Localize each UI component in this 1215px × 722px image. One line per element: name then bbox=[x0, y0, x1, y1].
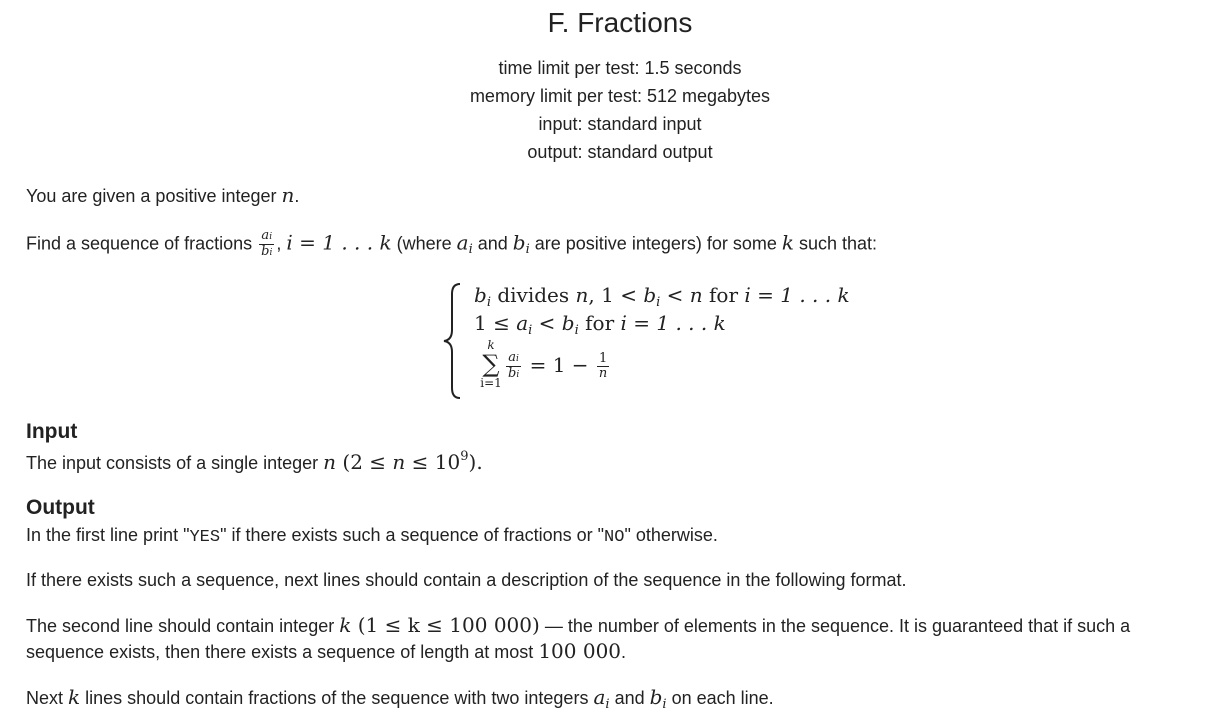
fraction-one-over-n: $\frac{1}{n}$ bbox=[598, 351, 608, 381]
constraint-system bbox=[440, 280, 940, 402]
math-n: n bbox=[281, 183, 295, 207]
input-description: The input consists of a single integer n $(2 \le n \le 10^9)$. bbox=[26, 449, 483, 474]
output-spec: output: standard output bbox=[527, 142, 713, 162]
output-line-3-cont: sequence exists, then there exists a sequence of length at most 100 000. bbox=[26, 639, 627, 663]
memory-limit: memory limit per test: 512 megabytes bbox=[469, 86, 771, 106]
output-heading: Output bbox=[26, 496, 95, 519]
left-brace-icon bbox=[440, 280, 470, 402]
input-heading: Input bbox=[26, 420, 78, 443]
sigma-icon: ∑ bbox=[482, 350, 500, 378]
time-limit: time limit per test: 1.5 seconds bbox=[498, 58, 742, 78]
summation: k ∑ i=1 bbox=[476, 338, 506, 390]
constraint-line-1: $b_i$ divides n, $1 < b_i < n$ for i = 1 . . . k bbox=[474, 283, 850, 310]
problem-limits bbox=[0, 54, 1215, 166]
fraction-ai-bi: $\frac{ai}{bi}$ bbox=[261, 228, 273, 259]
constraint-line-2: $1 \le a_i < b_i$ for i = 1 . . . k bbox=[474, 311, 726, 338]
output-line-3: The second line should contain integer k (1 ≤ k ≤ 100 000) — the number of elements in the sequence. It is guaranteed that if such a bbox=[26, 613, 1131, 637]
problem-title: F. Fractions bbox=[547, 7, 693, 38]
summation-expression: $\frac{ai}{bi}$ = 1 − $\frac{1}{n}$ bbox=[508, 350, 608, 381]
output-line-4: Next k lines should contain fractions of the sequence with two integers $a_i$ and $b_i$ on each line. bbox=[26, 685, 774, 712]
output-line-2: If there exists such a sequence, next lines should contain a description of the sequence in the following format. bbox=[26, 570, 907, 590]
statement-paragraph-1: You are given a positive integer n. bbox=[26, 183, 300, 207]
input-spec: input: standard input bbox=[538, 114, 702, 134]
statement-paragraph-2: Find a sequence of fractions $\frac{ai}{bi}$ , i = 1 . . . k (where $a_i$ and $b_i$ are positive integers) for some k such that: bbox=[26, 228, 878, 259]
fraction-sum-term: $\frac{ai}{bi}$ bbox=[508, 350, 520, 381]
problem-header bbox=[0, 4, 1215, 166]
math-range: i = 1 . . . k bbox=[286, 230, 392, 255]
output-line-1: In the first line print "YES" if there exists such a sequence of fractions or "NO" otherwise. bbox=[26, 525, 718, 547]
